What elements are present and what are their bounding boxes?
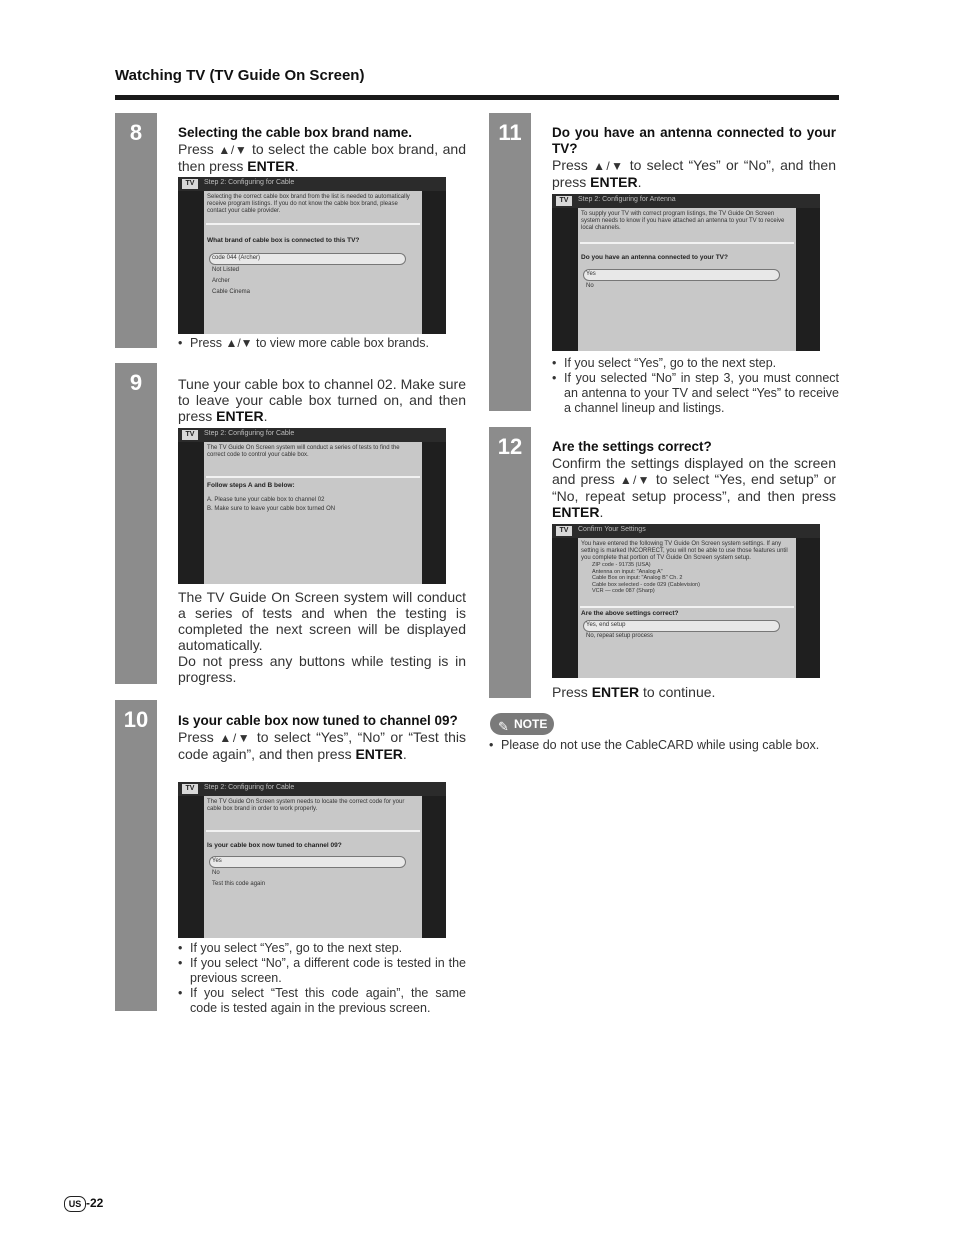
step-8-text: Selecting the cable box brand name. Press ▲/▼ to select the cable box brand, and then press ENTER. <box>178 125 466 174</box>
step-11-text: Do you have an antenna connected to your TV? Press ▲/▼ to select “Yes” or “No”, and then press ENTER. <box>552 125 837 190</box>
screen-info: The TV Guide On Screen system needs to locate the correct code for your cable box brand in order to work properly. <box>207 799 405 812</box>
list-item: • If you select “No”, a different code is tested in the previous screen. <box>178 956 466 986</box>
step-10-bar <box>115 700 157 1011</box>
step-heading: Do you have an antenna connected to your TV? <box>552 125 836 156</box>
tv-guide-logo: TV <box>182 179 198 189</box>
screen-question: What brand of cable box is connected to this TV? <box>207 237 360 244</box>
screen-info: The TV Guide On Screen system will conduct a series of tests to find the correct code to control your cable box. <box>207 445 400 458</box>
up-down-arrows-icon: ▲/▼ <box>593 159 625 173</box>
step-heading: Are the settings correct? <box>552 439 712 454</box>
up-down-arrows-icon: ▲/▼ <box>619 473 651 487</box>
step-10-text: Is your cable box now tuned to channel 09? Press ▲/▼ to select “Yes”, “No” or “Test this code again”, and then press ENTER. <box>178 713 467 762</box>
note-bullets <box>489 738 839 753</box>
tv-guide-logo: TV <box>556 526 572 536</box>
step-9-text: Tune your cable box to channel 02. Make sure to leave your cable box turned on, and then press ENTER. <box>178 376 466 424</box>
step-10-screen: TV Step 2: Configuring for Cable The TV Guide On Screen system needs to locate the correct code for your cable box brand in order to work properly. Is your cable box now tuned to channel 09? Yes No Test this code again <box>178 782 446 938</box>
region-badge: US <box>64 1196 86 1212</box>
up-down-arrows-icon: ▲/▼ <box>219 731 252 745</box>
step-8-bar <box>115 113 157 348</box>
step-9-screen: TV Step 2: Configuring for Cable The TV Guide On Screen system will conduct a series of tests to find the correct code to control your cable box. Follow steps A and B below: A. Please tune your cable box to channel 02 B. Make sure to leave your cable box turned ON <box>178 428 446 584</box>
step-12-after-text: Press ENTER to continue. <box>552 684 716 700</box>
step-number: 12 <box>497 434 523 459</box>
settings-list: ZIP code - 91735 (USA) Antenna on input: "Analog A" Cable Box on input: "Analog B" Ch. 2 Cable box selected - code 029 (Cablevision) VCR — code 087 (Sharp) <box>592 562 700 594</box>
step-12-bar <box>489 427 531 698</box>
step-number: 11 <box>498 120 522 145</box>
header-rule <box>115 95 839 100</box>
step-8-screen: TV Step 2: Configuring for Cable Selecting the correct cable box brand from the list is needed to automatically receive program listings. If you do not know the cable box brand, please contact your cable provider. What brand of cable box is connected to this TV? code 044 (Archer) Not Listed Archer Cable Cinema <box>178 177 446 334</box>
step-number: 10 <box>123 707 149 732</box>
list-item: • Please do not use the CableCARD while using cable box. <box>489 738 839 753</box>
list-item: • If you select “Yes”, go to the next step. <box>178 941 466 956</box>
step-10-bullets <box>178 941 466 1016</box>
step-8-bullets: • Press ▲/▼ to view more cable box brands. <box>178 336 466 351</box>
section-title: Watching TV (TV Guide On Screen) <box>115 67 365 84</box>
screen-question: Are the above settings correct? <box>581 610 679 617</box>
step-11-bar <box>489 113 531 411</box>
screen-question: Is your cable box now tuned to channel 09? <box>207 842 342 849</box>
step-number: 9 <box>129 370 143 395</box>
step-9-bar <box>115 363 157 684</box>
up-down-arrows-icon: ▲/▼ <box>218 143 248 157</box>
pencil-icon: ✎ <box>498 719 509 734</box>
page-number: -22 <box>86 1196 104 1210</box>
selection-highlight <box>583 269 780 281</box>
step-9-after-text: The TV Guide On Screen system will conduct a series of tests and when the testing is completed the next screen will be displayed automatically. Do not press any buttons while testing is in progress. <box>178 589 466 685</box>
step-heading: Is your cable box now tuned to channel 09? <box>178 713 458 728</box>
note-badge: ✎ NOTE <box>490 713 554 735</box>
selection-highlight <box>209 856 406 868</box>
screen-info: Selecting the correct cable box brand from the list is needed to automatically receive program listings. If you do not know the cable box brand, please contact your cable provider. <box>207 194 410 214</box>
tv-guide-logo: TV <box>556 196 572 206</box>
step-12-text: Are the settings correct? Confirm the settings displayed on the screen and press ▲/▼ to select “Yes, end setup” or “No, repeat setup process”, and then press ENTER. <box>552 439 837 520</box>
up-down-arrows-icon: ▲/▼ <box>225 336 253 350</box>
tv-guide-logo: TV <box>182 430 198 440</box>
list-item: • If you select “Yes”, go to the next step. <box>552 356 839 371</box>
screen-question: Do you have an antenna connected to your TV? <box>581 254 728 261</box>
step-11-screen: TV Step 2: Configuring for Antenna To supply your TV with correct program listings, the TV Guide On Screen system needs to know if you have attached an antenna to your TV to receive local channels. Do you have an antenna connected to your TV? Yes No <box>552 194 820 351</box>
screen-question: Follow steps A and B below: <box>207 482 295 489</box>
list-item: • If you select “Test this code again”, the same code is tested again in the previous screen. <box>178 986 466 1016</box>
step-number: 8 <box>129 120 143 145</box>
step-heading: Selecting the cable box brand name. <box>178 125 413 140</box>
screen-info: You have entered the following TV Guide On Screen system settings. If any setting is marked INCORRECT, you will not be able to use those features until you complete that portion of TV Guide On Screen system setup. <box>581 541 788 561</box>
step-11-bullets <box>552 356 839 416</box>
step-12-screen: TV Confirm Your Settings You have entered the following TV Guide On Screen system settings. If any setting is marked INCORRECT, you will not be able to use those features until you complete that portion of TV Guide On Screen system setup. ZIP code - 91735 (USA) Antenna on input: "Analog A" Cable Box on input: "Analog B" Ch. 2 Cable box selected - code 029 (Cablevision) VCR — code 087 (Sharp) Are the above settings correct? Yes, end setup No, repeat setup process <box>552 524 820 678</box>
screen-info: To supply your TV with correct program listings, the TV Guide On Screen system needs to know if you have attached an antenna to your TV to receive local channels. <box>581 211 785 231</box>
list-item: • If you selected “No” in step 3, you must connect an antenna to your TV and select “Yes” to receive a channel lineup and listings. <box>552 371 839 416</box>
tv-guide-logo: TV <box>182 784 198 794</box>
